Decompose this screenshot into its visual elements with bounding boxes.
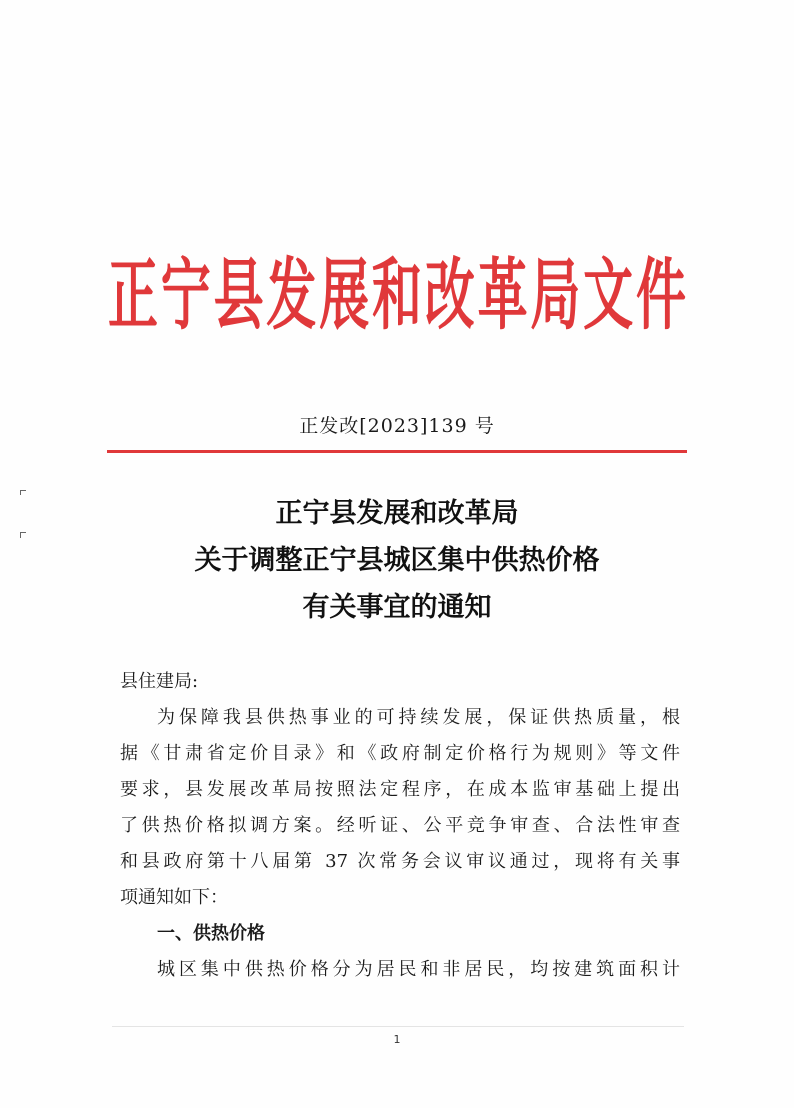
masthead-char: 件 [635,250,686,340]
masthead-char: 宁 [160,250,211,340]
paragraph-line: 据《甘肃省定价目录》和《政府制定价格行为规则》等文件 [120,743,680,764]
red-separator-line [107,450,687,453]
masthead-char: 县 [213,250,264,340]
masthead-char: 正 [108,250,158,340]
paragraph-line: 和县政府第十八届第 37 次常务会议审议通过，现将有关事 [120,851,680,872]
masthead-char: 展 [319,250,370,340]
document-body [120,664,680,988]
paragraph-line: 为保障我县供热事业的可持续发展，保证供热质量，根 [157,707,680,728]
masthead-char: 革 [477,250,528,340]
masthead-char: 改 [424,250,475,340]
paragraph-line: 项通知如下： [120,887,228,908]
page-number: 1 [393,1033,401,1046]
title-line: 正宁县发展和改革局 [275,498,519,529]
footer-divider [112,1026,684,1027]
title-line: 关于调整正宁县城区集中供热价格 [194,545,600,576]
document-number: 正发改[2023]139 号 [299,415,495,437]
title-line: 有关事宜的通知 [302,592,492,623]
masthead-char: 发 [266,250,317,340]
paragraph-line: 了供热价格拟调方案。经听证、公平竞争审查、合法性审查 [120,815,680,836]
paragraph-line: 城区集中供热价格分为居民和非居民，均按建筑面积计 [157,959,680,980]
masthead-char: 局 [530,250,581,340]
masthead-char: 文 [583,250,634,340]
masthead-char: 和 [371,250,422,340]
section-heading: 一、供热价格 [157,923,265,944]
paragraph-line: 要求，县发展改革局按照法定程序，在成本监审基础上提出 [120,779,680,800]
masthead-title [108,240,686,350]
recipient-line: 县住建局: [120,671,199,692]
document-title [0,490,794,631]
